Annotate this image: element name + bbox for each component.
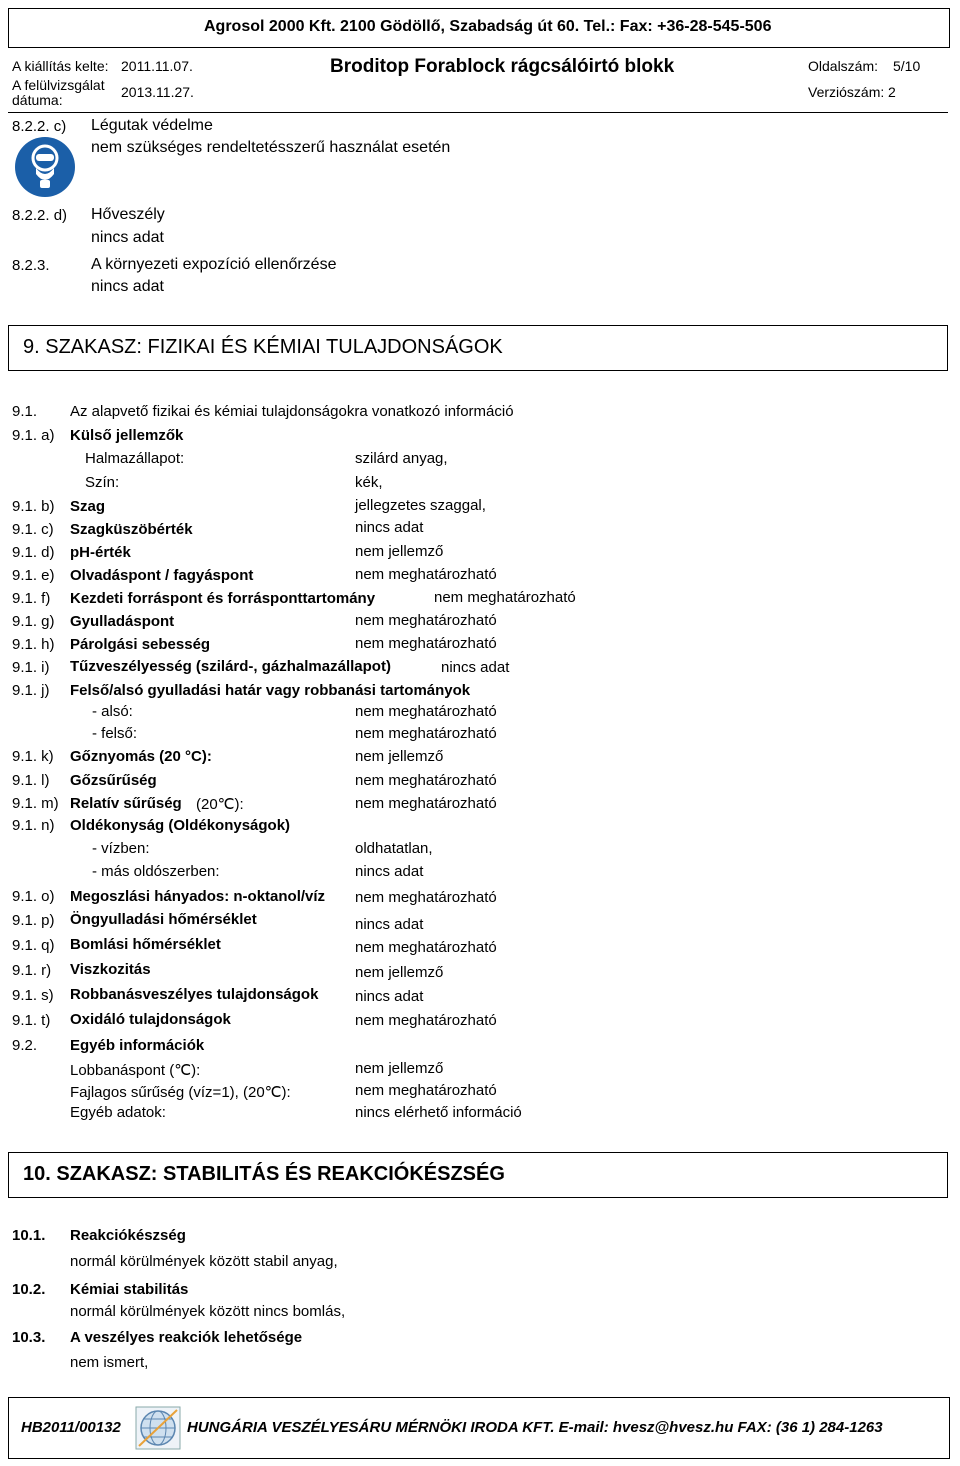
prop-value: nem jellemző <box>355 1060 444 1077</box>
prop-number: 9.1. f) <box>12 590 51 607</box>
subsection-text: normál körülmények között stabil anyag, <box>70 1253 338 1270</box>
prop-label: Oxidáló tulajdonságok <box>70 1011 231 1028</box>
product-title: Broditop Forablock rágcsálóirtó blokk <box>330 56 675 77</box>
section-text: nincs adat <box>91 229 164 246</box>
prop-number: 9.1. s) <box>12 987 54 1004</box>
prop-label: Lobbanáspont (℃): <box>70 1062 201 1079</box>
prop-label: Öngyulladási hőmérséklet <box>70 911 257 928</box>
revision-label-1: A felülvizsgálat <box>12 77 105 93</box>
prop-label: Kezdeti forráspont és forrásponttartomány <box>70 590 376 607</box>
prop-label: Viszkozitás <box>70 961 151 978</box>
prop-number: 9.1. b) <box>12 498 55 515</box>
prop-number: 9.1. p) <box>12 912 55 929</box>
prop-label: Halmazállapot: <box>85 450 185 467</box>
prop-label: Gőzsűrűség <box>70 772 157 789</box>
subsection-title: Reakciókészség <box>70 1227 186 1244</box>
prop-value: nem jellemző <box>355 543 444 560</box>
prop-label-suffix: (20℃): <box>196 796 244 813</box>
footer-contact: HUNGÁRIA VESZÉLYESÁRU MÉRNÖKI IRODA KFT. E-mail: hvesz@hvesz.hu FAX: (36 1) 284-1263 <box>187 1419 883 1436</box>
version-number: 2 <box>888 84 896 100</box>
section-title: Hőveszély <box>91 206 165 223</box>
prop-value: nem meghatározható <box>355 703 497 720</box>
prop-value: nem meghatározható <box>355 889 497 906</box>
issue-date-label: A kiállítás kelte: <box>12 58 109 74</box>
prop-number: 9.1. d) <box>12 544 55 561</box>
prop-value: nincs elérhető információ <box>355 1104 522 1121</box>
prop-number: 9.1. r) <box>12 962 52 979</box>
subsection-text: normál körülmények között nincs bomlás, <box>70 1303 346 1320</box>
version-label: Verziószám: <box>808 84 885 100</box>
prop-value: nem meghatározható <box>434 589 576 606</box>
section-10-title: 10. SZAKASZ: STABILITÁS ÉS REAKCIÓKÉSZSÉG <box>23 1163 505 1185</box>
subsection-title: Az alapvető fizikai és kémiai tulajdonságokra vonatkozó információ <box>70 403 514 420</box>
prop-value: nincs adat <box>355 988 424 1005</box>
prop-number: 9.1. t) <box>12 1012 51 1029</box>
respirator-mask-icon <box>14 136 76 198</box>
page-label: Oldalszám: <box>808 58 879 74</box>
prop-number: 9.1. g) <box>12 613 55 630</box>
section-text: nem szükséges rendeltetésszerű használat esetén <box>91 139 451 156</box>
section-10-header <box>8 1152 948 1198</box>
subsection-text: nem ismert, <box>70 1354 149 1371</box>
prop-number: 9.1. o) <box>12 888 55 905</box>
prop-label: Tűzveszélyesség (szilárd-, gázhalmazállapot) <box>70 658 391 675</box>
prop-value: jellegzetes szaggal, <box>355 497 486 514</box>
prop-value: nem jellemző <box>355 748 444 765</box>
prop-label: Egyéb adatok: <box>70 1104 166 1121</box>
prop-label: Párolgási sebesség <box>70 636 211 653</box>
prop-number: 9.1. k) <box>12 748 54 765</box>
globe-logo-icon <box>135 1406 181 1450</box>
prop-label: Szagküszöbérték <box>70 521 193 538</box>
prop-label: Szín: <box>85 474 120 491</box>
prop-value: nem meghatározható <box>355 939 497 956</box>
prop-label: Oldékonyság (Oldékonyságok) <box>70 817 291 834</box>
section-text: nincs adat <box>91 278 164 295</box>
prop-number: 9.1. n) <box>12 817 55 834</box>
prop-number: 9.1. m) <box>12 795 59 812</box>
revision-date: 2013.11.27. <box>121 84 194 100</box>
page-number: 5/10 <box>893 58 921 74</box>
prop-number: 9.1. e) <box>12 567 55 584</box>
prop-value: szilárd anyag, <box>355 450 448 467</box>
prop-label: pH-érték <box>70 544 131 561</box>
prop-value: nem meghatározható <box>355 566 497 583</box>
prop-value: nincs adat <box>355 916 424 933</box>
section-number: 8.2.2. c) <box>12 118 67 135</box>
prop-number: 9.1. i) <box>12 659 50 676</box>
prop-value: nincs adat <box>355 519 424 536</box>
prop-number: 9.1. j) <box>12 682 50 699</box>
prop-label: Gyulladáspont <box>70 613 175 630</box>
prop-label: - felső: <box>92 725 138 742</box>
subsection-number: 10.3. <box>12 1329 46 1346</box>
header-company-bar <box>8 8 950 48</box>
section-number: 8.2.2. d) <box>12 207 68 224</box>
section-title: Légutak védelme <box>91 117 213 134</box>
prop-value: nem jellemző <box>355 964 444 981</box>
prop-label: Felső/alsó gyulladási határ vagy robbanási tartományok <box>70 682 471 699</box>
prop-value: kék, <box>355 474 383 491</box>
subsection-number: 9.2. <box>12 1037 38 1054</box>
prop-label: - más oldószerben: <box>92 863 220 880</box>
prop-label: - vízben: <box>92 840 150 857</box>
subsection-number: 9.1. <box>12 403 38 420</box>
section-title: A környezeti expozíció ellenőrzése <box>91 256 337 273</box>
prop-value: nincs adat <box>355 863 424 880</box>
prop-value: nem meghatározható <box>355 772 497 789</box>
subsection-number: 10.2. <box>12 1281 46 1298</box>
prop-label: Robbanásveszélyes tulajdonságok <box>70 986 319 1003</box>
prop-value: nincs adat <box>441 659 510 676</box>
prop-number: 9.1. h) <box>12 636 55 653</box>
subsection-number: 10.1. <box>12 1227 46 1244</box>
prop-number: 9.1. q) <box>12 937 55 954</box>
issue-date: 2011.11.07. <box>121 58 193 74</box>
prop-value: nem meghatározható <box>355 635 497 652</box>
section-9-header <box>8 325 948 371</box>
prop-label: - alsó: <box>92 703 133 720</box>
prop-label: Külső jellemzők <box>70 427 184 444</box>
prop-value: nem meghatározható <box>355 1082 497 1099</box>
prop-label: Fajlagos sűrűség (víz=1), (20℃): <box>70 1084 291 1101</box>
subsection-title: Egyéb információk <box>70 1037 205 1054</box>
company-info: Agrosol 2000 Kft. 2100 Gödöllő, Szabadság út 60. Tel.: Fax: +36-28-545-506 <box>204 18 772 35</box>
subsection-title: Kémiai stabilitás <box>70 1281 189 1298</box>
prop-value: nem meghatározható <box>355 725 497 742</box>
section-number: 8.2.3. <box>12 257 50 274</box>
prop-value: nem meghatározható <box>355 612 497 629</box>
prop-value: oldhatatlan, <box>355 840 433 857</box>
prop-value: nem meghatározható <box>355 795 497 812</box>
prop-value: nem meghatározható <box>355 1012 497 1029</box>
prop-number: 9.1. a) <box>12 427 55 444</box>
prop-label: Gőznyomás (20 °C): <box>70 748 212 765</box>
prop-label: Bomlási hőmérséklet <box>70 936 221 953</box>
prop-label: Relatív sűrűség <box>70 795 182 812</box>
section-9-title: 9. SZAKASZ: FIZIKAI ÉS KÉMIAI TULAJDONSÁGOK <box>23 336 503 358</box>
footer-code: HB2011/00132 <box>21 1419 121 1436</box>
prop-label: Megoszlási hányados: n-oktanol/víz <box>70 888 326 905</box>
prop-number: 9.1. c) <box>12 521 54 538</box>
prop-label: Olvadáspont / fagyáspont <box>70 567 254 584</box>
prop-label: Szag <box>70 498 106 515</box>
footer <box>8 1397 950 1459</box>
revision-label-2: dátuma: <box>12 92 63 108</box>
prop-number: 9.1. l) <box>12 772 50 789</box>
subsection-title: A veszélyes reakciók lehetősége <box>70 1329 303 1346</box>
